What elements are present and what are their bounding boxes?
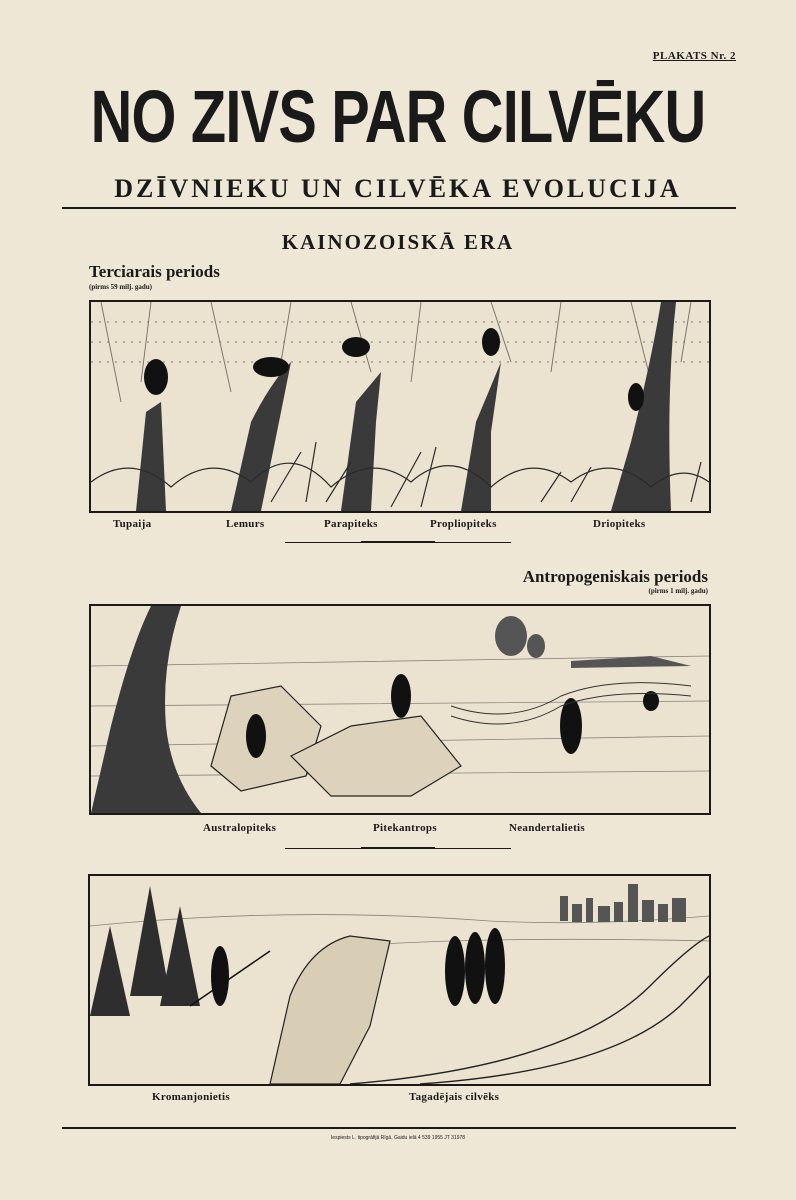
section-divider-thick [361,847,435,849]
poster-number: PLAKATS Nr. 2 [652,50,736,62]
anthropogene-period-date: (pirms 1 milj. gadu) [648,587,708,595]
tertiary-illustration [89,300,711,513]
tertiary-period-heading: Terciarais periods [89,262,220,281]
label-propliopiteks: Propliopiteks [430,518,497,530]
footer-rule [62,1127,736,1129]
label-kromanjonietis: Kromanjonietis [152,1091,230,1103]
printer-imprint: Iespiests L. tipogrāfijā Rīgā, Gaidu ielā 4 539 1955 JT 31978 [330,1135,466,1141]
section-divider-thick [361,541,435,543]
anthropogene-illustration [89,604,711,815]
poster-title: NO ZIVS PAR CILVĒKU [90,75,706,158]
tertiary-period-date: (pirms 59 milj. gadu) [89,283,152,291]
label-parapiteks: Parapiteks [324,518,378,530]
label-tupaija: Tupaija [113,518,152,530]
label-pitekantrops: Pitekantrops [373,822,437,834]
label-driopiteks: Driopiteks [593,518,646,530]
title-rule [62,207,736,209]
label-australopiteks: Australopiteks [203,822,277,834]
poster-subtitle: DZĪVNIEKU UN CILVĒKA EVOLUCIJA [114,174,682,203]
era-heading: KAINOZOISKĀ ERA [281,230,515,254]
anthropogene-period-heading: Antropogeniskais periods [522,567,708,586]
label-neandertalietis: Neandertalietis [509,822,585,834]
label-tagadejais-cilveks: Tagadējais cilvēks [409,1091,500,1103]
label-lemurs: Lemurs [226,518,265,530]
modern-illustration [88,874,711,1086]
